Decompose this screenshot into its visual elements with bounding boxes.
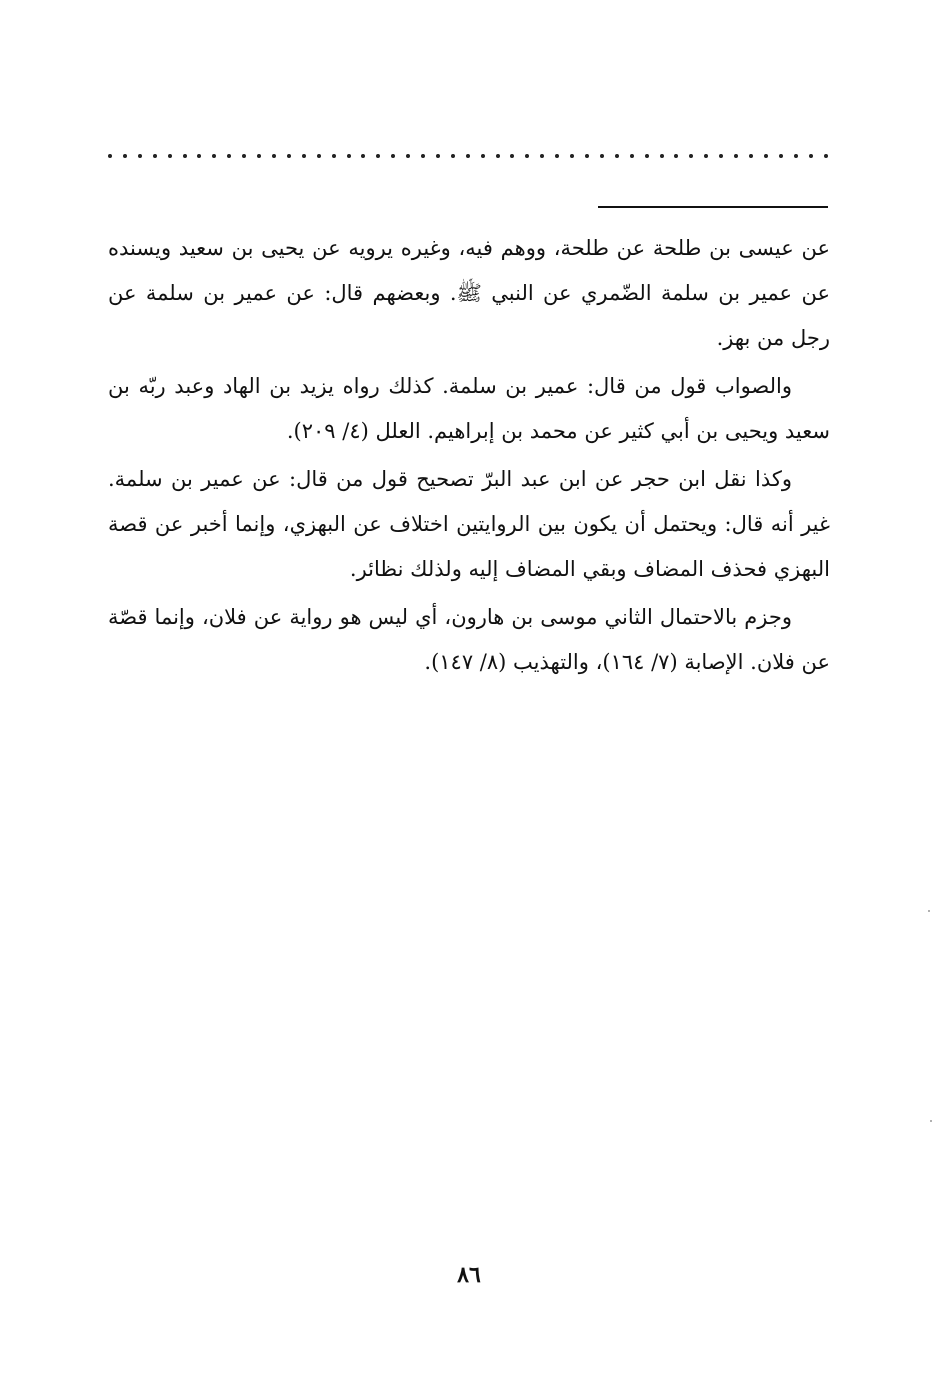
footnote-paragraph-3: وكذا نقل ابن حجر عن ابن عبد البرّ تصحيح قول من قال: عن عمير بن سلمة. غير أنه قال: ويحتمل أن يكون بين الروايتين اختلاف عن البهزي، وإنما أخبر عن قصة البهزي فحذف المضاف وبقي المضاف إليه ولذلك نظائر.	[108, 467, 830, 581]
footnote-paragraph-1: عن عيسى بن طلحة عن طلحة، ووهم فيه، وغيره يرويه عن يحيى بن سعيد ويسنده عن عمير بن سلمة الضّمري عن النبي ﷺ. وبعضهم قال: عن عمير بن سلمة عن رجل من بهز.	[108, 236, 830, 350]
footnote-text	[108, 226, 830, 688]
footnote-rule	[598, 206, 828, 208]
scan-speck	[930, 1120, 932, 1122]
scan-speck	[928, 910, 930, 912]
dotted-separator	[108, 150, 828, 162]
footnote-paragraph-4: وجزم بالاحتمال الثاني موسى بن هارون، أي ليس هو رواية عن فلان، وإنما قصّة عن فلان. الإصابة (٧/ ١٦٤)، والتهذيب (٨/ ١٤٧).	[108, 605, 830, 674]
footnote-paragraph-2: والصواب قول من قال: عمير بن سلمة. كذلك رواه يزيد بن الهاد وعبد ربّه بن سعيد ويحيى بن أبي كثير عن محمد بن إبراهيم. العلل (٤/ ٢٠٩).	[108, 374, 830, 443]
page-number: ٨٦	[457, 1262, 481, 1288]
